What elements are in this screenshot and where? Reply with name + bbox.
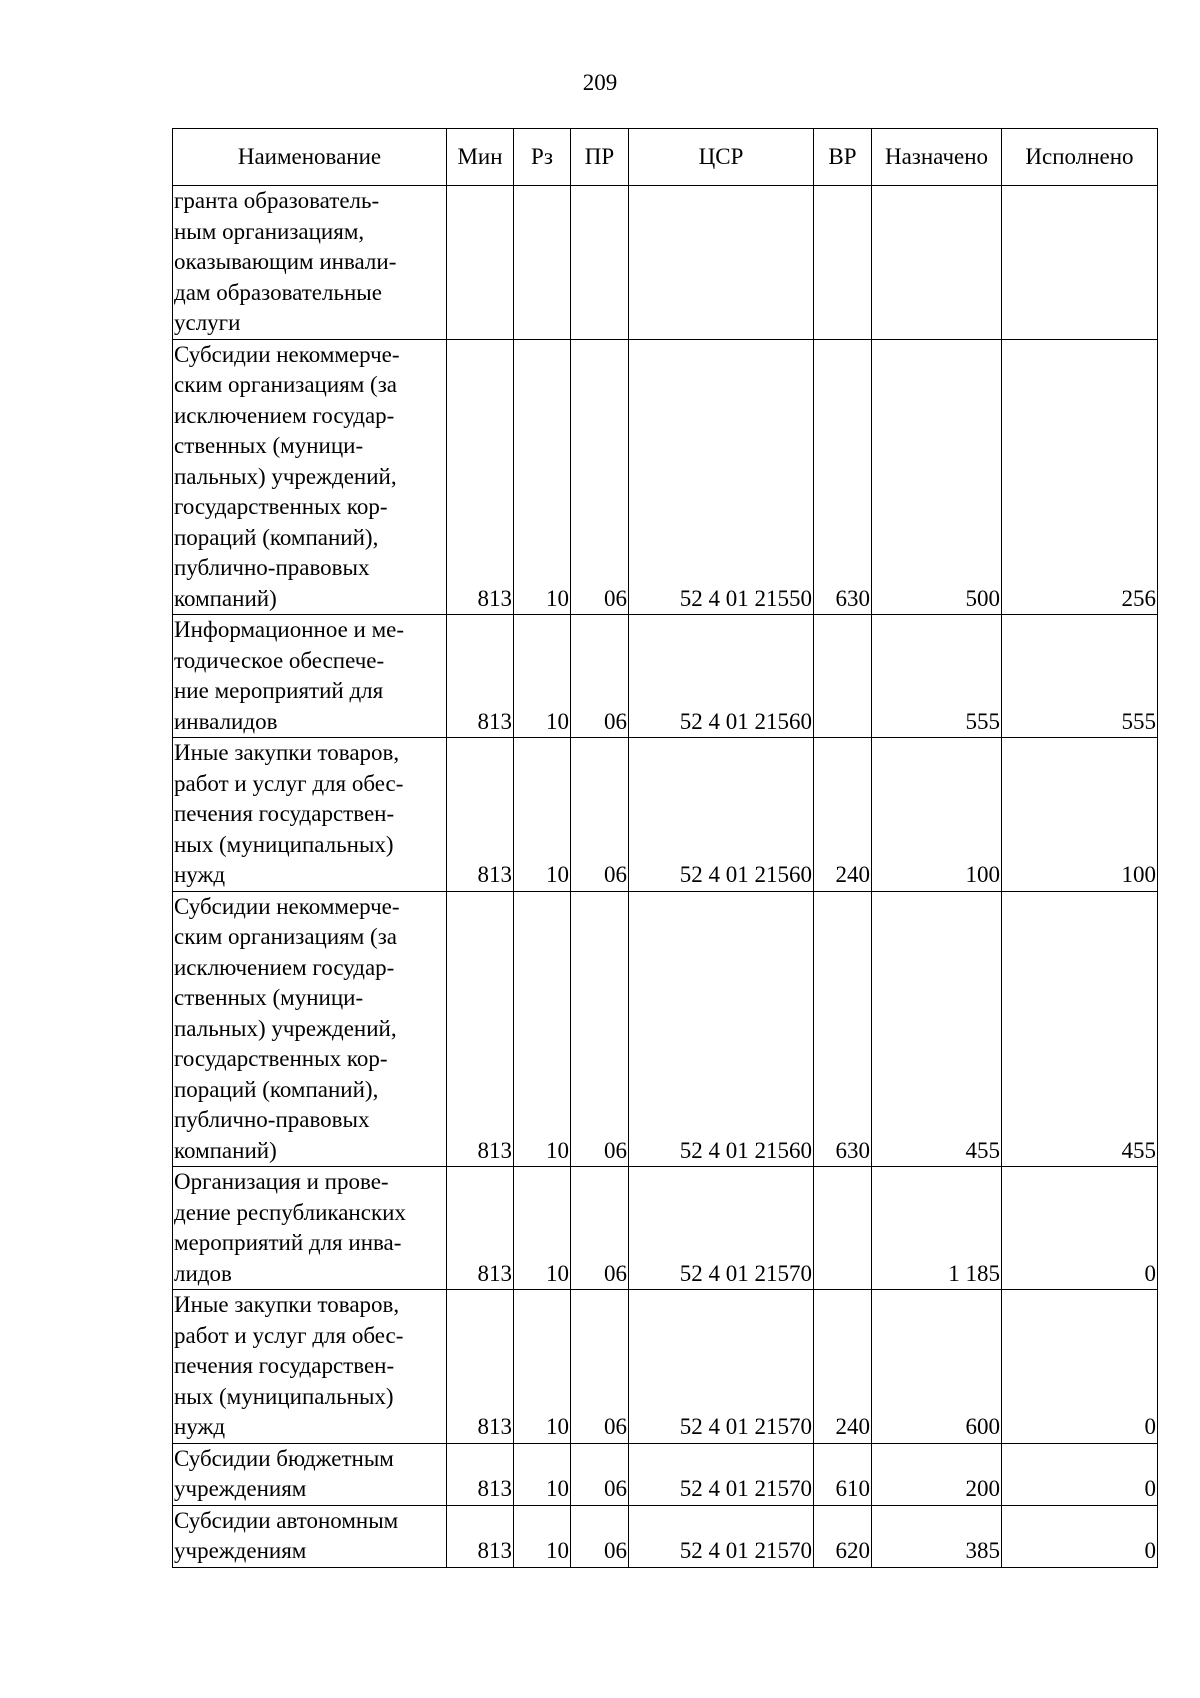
cell-naznacheno: 100 (872, 738, 1002, 892)
cell-csr: 52 4 01 21570 (629, 1443, 814, 1505)
header-min: Мин (447, 129, 514, 186)
table-row (173, 339, 1158, 615)
cell-ispolneno: 0 (1002, 1290, 1158, 1444)
table-row (173, 1167, 1158, 1290)
cell-rz: 10 (514, 1167, 571, 1290)
cell-rz: 10 (514, 738, 571, 892)
cell-csr: 52 4 01 21550 (629, 339, 814, 615)
cell-pr: 06 (571, 1505, 629, 1567)
cell-min: 813 (447, 1167, 514, 1290)
cell-vr (814, 615, 872, 738)
cell-csr: 52 4 01 21570 (629, 1167, 814, 1290)
cell-naznacheno: 200 (872, 1443, 1002, 1505)
cell-name: Субсидии автономным учреждениям (173, 1505, 447, 1567)
cell-naznacheno: 385 (872, 1505, 1002, 1567)
cell-naznacheno: 500 (872, 339, 1002, 615)
page-number: 209 (582, 70, 618, 95)
cell-name: Субсидии некоммерче- ским организациям (за исключением государ- ственных (муници- пальных) учреждений, государственных кор- пораций (компаний), публично-правовых компаний) (173, 891, 447, 1167)
cell-rz: 10 (514, 1443, 571, 1505)
cell-vr (814, 186, 872, 340)
cell-min: 813 (447, 615, 514, 738)
budget-table (172, 128, 1158, 1568)
cell-ispolneno: 555 (1002, 615, 1158, 738)
cell-min: 813 (447, 738, 514, 892)
cell-rz: 10 (514, 1290, 571, 1444)
table-row (173, 891, 1158, 1167)
cell-naznacheno: 555 (872, 615, 1002, 738)
cell-name: Субсидии бюджетным учреждениям (173, 1443, 447, 1505)
cell-min: 813 (447, 1443, 514, 1505)
cell-csr: 52 4 01 21570 (629, 1290, 814, 1444)
cell-vr: 630 (814, 891, 872, 1167)
header-ispolneno: Исполнено (1002, 129, 1158, 186)
cell-min (447, 186, 514, 340)
table-row (173, 615, 1158, 738)
header-vr: ВР (814, 129, 872, 186)
cell-pr: 06 (571, 615, 629, 738)
cell-vr: 240 (814, 1290, 872, 1444)
cell-name: гранта образователь- ным организациям, оказывающим инвали- дам образовательные услуги (173, 186, 447, 340)
cell-naznacheno: 455 (872, 891, 1002, 1167)
cell-name: Информационное и ме- тодическое обеспече- ние мероприятий для инвалидов (173, 615, 447, 738)
cell-rz: 10 (514, 1505, 571, 1567)
cell-rz: 10 (514, 615, 571, 738)
cell-name: Субсидии некоммерче- ским организациям (за исключением государ- ственных (муници- пальных) учреждений, государственных кор- пораций (компаний), публично-правовых компаний) (173, 339, 447, 615)
cell-naznacheno (872, 186, 1002, 340)
cell-ispolneno (1002, 186, 1158, 340)
cell-name: Организация и прове- дение республиканских мероприятий для инва- лидов (173, 1167, 447, 1290)
header-csr: ЦСР (629, 129, 814, 186)
cell-name: Иные закупки товаров, работ и услуг для обес- печения государствен- ных (муниципальных) нужд (173, 1290, 447, 1444)
cell-pr (571, 186, 629, 340)
cell-ispolneno: 455 (1002, 891, 1158, 1167)
header-row (173, 129, 1158, 186)
cell-vr: 630 (814, 339, 872, 615)
cell-pr: 06 (571, 1290, 629, 1444)
cell-ispolneno: 256 (1002, 339, 1158, 615)
cell-csr: 52 4 01 21560 (629, 615, 814, 738)
header-pr: ПР (571, 129, 629, 186)
table-row (173, 1505, 1158, 1567)
table-header (173, 129, 1158, 186)
cell-min: 813 (447, 339, 514, 615)
cell-csr: 52 4 01 21560 (629, 891, 814, 1167)
cell-rz: 10 (514, 891, 571, 1167)
cell-vr: 610 (814, 1443, 872, 1505)
table-row (173, 1290, 1158, 1444)
header-naznacheno: Назначено (872, 129, 1002, 186)
cell-csr: 52 4 01 21570 (629, 1505, 814, 1567)
cell-naznacheno: 600 (872, 1290, 1002, 1444)
cell-ispolneno: 0 (1002, 1167, 1158, 1290)
cell-name: Иные закупки товаров, работ и услуг для обес- печения государствен- ных (муниципальных) нужд (173, 738, 447, 892)
table-body (173, 186, 1158, 1568)
header-name: Наименование (173, 129, 447, 186)
table-row (173, 1443, 1158, 1505)
cell-rz (514, 186, 571, 340)
cell-vr (814, 1167, 872, 1290)
cell-vr: 620 (814, 1505, 872, 1567)
cell-min: 813 (447, 1505, 514, 1567)
cell-naznacheno: 1 185 (872, 1167, 1002, 1290)
cell-min: 813 (447, 1290, 514, 1444)
table-row (173, 186, 1158, 340)
cell-csr: 52 4 01 21560 (629, 738, 814, 892)
cell-pr: 06 (571, 891, 629, 1167)
header-rz: Рз (514, 129, 571, 186)
cell-csr (629, 186, 814, 340)
cell-rz: 10 (514, 339, 571, 615)
cell-vr: 240 (814, 738, 872, 892)
cell-ispolneno: 0 (1002, 1505, 1158, 1567)
cell-min: 813 (447, 891, 514, 1167)
cell-pr: 06 (571, 1167, 629, 1290)
table-row (173, 738, 1158, 892)
cell-ispolneno: 0 (1002, 1443, 1158, 1505)
cell-pr: 06 (571, 339, 629, 615)
cell-pr: 06 (571, 1443, 629, 1505)
cell-pr: 06 (571, 738, 629, 892)
cell-ispolneno: 100 (1002, 738, 1158, 892)
